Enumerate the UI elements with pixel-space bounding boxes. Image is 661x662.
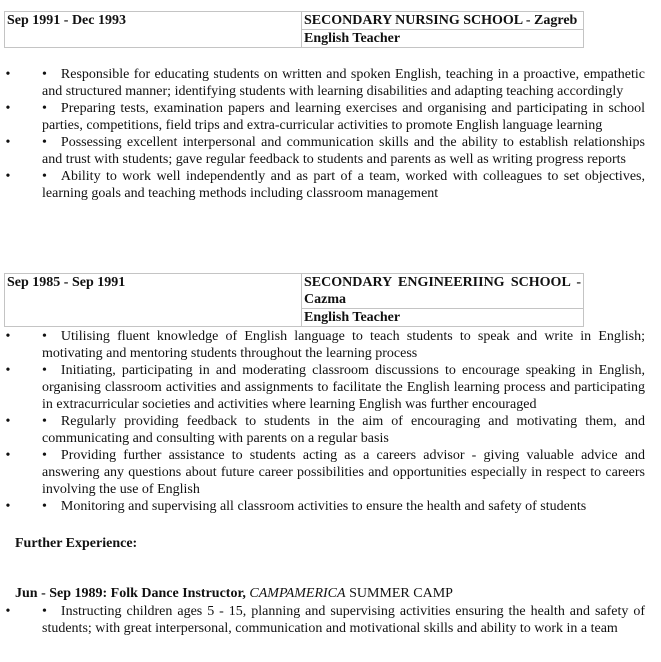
- bullet-icon: •: [5, 169, 11, 184]
- list-item: [0, 66, 645, 100]
- bullet-icon: •: [42, 499, 47, 514]
- bullet-icon: •: [5, 67, 11, 82]
- bullet-icon: •: [5, 448, 11, 463]
- further-job-title: [15, 585, 453, 602]
- duty-text: Regularly providing feedback to students in the aim of encouraging and motivating them, and communicating and consulting with parents on a regular basis: [42, 414, 645, 446]
- further-job-suffix: SUMMER CAMP: [345, 586, 453, 601]
- job-1-school: SECONDARY NURSING SCHOOL - Zagreb: [302, 12, 584, 30]
- bullet-icon: •: [42, 329, 47, 344]
- duty-text: Possessing excellent interpersonal and communication skills and the ability to establish relationships and trust with students; gave regular feedback to students and parents as well as writing progress reports: [42, 135, 645, 167]
- bullet-icon: •: [5, 363, 11, 378]
- duty-text: Preparing tests, examination papers and learning exercises and organising and participating in school parties, competitions, field trips and extra-curricular activities to promote English language learning: [42, 101, 645, 133]
- bullet-icon: •: [5, 101, 11, 116]
- job-1-role: English Teacher: [302, 30, 584, 48]
- further-job-employer: CAMPAMERICA: [249, 586, 346, 601]
- bullet-icon: •: [42, 604, 47, 619]
- further-experience-heading: Further Experience:: [15, 536, 138, 551]
- list-item: [0, 447, 645, 498]
- list-item: [0, 498, 645, 515]
- list-item: [0, 413, 645, 447]
- job-2-dates: Sep 1985 - Sep 1991: [5, 274, 302, 327]
- list-item: [0, 168, 645, 202]
- bullet-icon: •: [42, 414, 47, 429]
- job-2-duties: [0, 328, 645, 515]
- duty-text: Initiating, participating in and moderating classroom discussions to encourage speaking in English, organising classroom activities and assignments to facilitate the English learning process and participating in extracurricular societies and activities where learning English was further encouraged: [42, 363, 645, 412]
- bullet-icon: •: [42, 101, 47, 116]
- job-2-school: SECONDARY ENGINEERIING SCHOOL - Cazma: [302, 274, 584, 309]
- job-2-table: [4, 273, 584, 327]
- duty-text: Monitoring and supervising all classroom activities to ensure the health and safety of students: [60, 499, 587, 514]
- job-1-duties: [0, 66, 645, 202]
- bullet-icon: •: [42, 448, 47, 463]
- job-1-dates: Sep 1991 - Dec 1993: [5, 12, 302, 48]
- bullet-icon: •: [5, 414, 11, 429]
- bullet-icon: •: [5, 135, 11, 150]
- bullet-icon: •: [42, 67, 47, 82]
- list-item: [0, 603, 645, 637]
- bullet-icon: •: [5, 499, 11, 514]
- duty-text: Ability to work well independently and as part of a team, worked with colleagues to set objectives, learning goals and teaching methods including classroom management: [42, 169, 645, 201]
- bullet-icon: •: [42, 363, 47, 378]
- list-item: [0, 134, 645, 168]
- bullet-icon: •: [5, 329, 11, 344]
- bullet-icon: •: [42, 169, 47, 184]
- job-1-table: [4, 11, 584, 48]
- further-job-dates: Jun - Sep 1989: Folk Dance Instructor,: [15, 586, 250, 601]
- job-2-role: English Teacher: [302, 309, 584, 327]
- duty-text: Responsible for educating students on written and spoken English, teaching in a proactive, empathetic and structured manner; identifying students with learning disabilities and adapting teaching accordingly: [42, 67, 645, 99]
- list-item: [0, 100, 645, 134]
- further-duties: [0, 603, 645, 637]
- duty-text: Providing further assistance to students acting as a careers advisor - giving valuable advice and answering any questions about future career possibilities and opportunities especially in respect to careers involving the use of English: [42, 448, 645, 497]
- bullet-icon: •: [5, 604, 11, 619]
- duty-text: Instructing children ages 5 - 15, planning and supervising activities ensuring the health and safety of students; with great interpersonal, communication and motivational skills and ability to work in a team: [42, 604, 645, 636]
- bullet-icon: •: [42, 135, 47, 150]
- list-item: [0, 328, 645, 362]
- list-item: [0, 362, 645, 413]
- duty-text: Utilising fluent knowledge of English language to teach students to speak and write in English; motivating and mentoring students throughout the learning process: [42, 329, 645, 361]
